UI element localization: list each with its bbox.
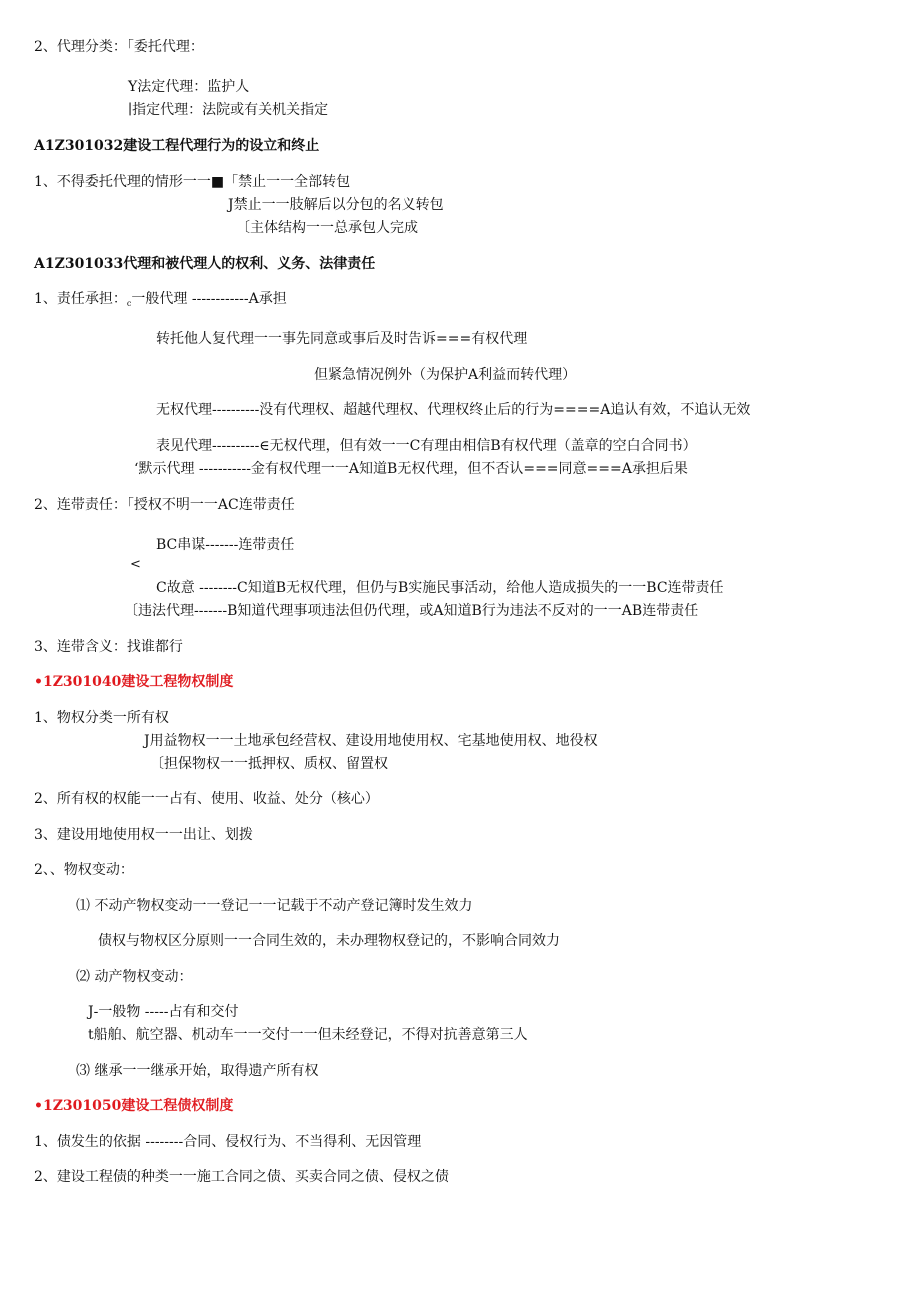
c-intent-line: C故意 --------C知道B无权代理，但仍与B实施民事活动，给他人造成损失的一一BC连带责任 — [156, 580, 724, 596]
emergency-exception-line: 但紧急情况例外（为保护A利益而转代理） — [314, 367, 577, 383]
bc-collusion-line: BC串谋-------连带责任 — [156, 537, 295, 553]
section-heading-1z301033: A1Z301033代理和被代理人的权利、义务、法律责任 — [34, 256, 376, 272]
brace-mark: < — [130, 557, 141, 572]
section-heading-1z301040: •1Z301040建设工程物权制度 — [34, 674, 234, 690]
joint-liability-line: 2、连带责任：「授权不明一一AC连带责任 — [34, 497, 295, 513]
implied-agency-line: ‘默示代理 -----------金有权代理一一A知道B无权代理，但不否认===同意===A承担后果 — [134, 461, 688, 477]
general-agency-text: 一般代理 ------------A承担 — [131, 291, 287, 307]
agency-classification-line: 2、代理分类：「委托代理： — [34, 39, 204, 55]
vehicles-line: t船舶、航空器、机动车一一交付一一但未经登记，不得对抗善意第三人 — [88, 1027, 528, 1043]
usufruct-line: J用益物权一一土地承包经营权、建设用地使用权、宅基地使用权、地役权 — [144, 733, 598, 749]
inheritance-line: ⑶ 继承一一继承开始，取得遗产所有权 — [76, 1063, 319, 1079]
debt-types-line: 2、建设工程债的种类一一施工合同之债、买卖合同之债、侵权之债 — [34, 1169, 449, 1185]
property-change-line: 2、、物权变动： — [34, 862, 134, 878]
ownership-powers-line: 2、所有权的权能一一占有、使用、收益、处分（核心） — [34, 791, 379, 807]
statutory-agency-line: Y法定代理：监护人 — [128, 79, 250, 95]
property-classification-line: 1、物权分类一所有权 — [34, 710, 169, 726]
apparent-agency-line: 表见代理----------∈无权代理，但有效一一C有理由相信B有权代理（盖章的空白合同书） — [156, 438, 697, 454]
security-interest-line: 〔担保物权一一抵押权、质权、留置权 — [150, 756, 388, 772]
sub-agency-line: 转托他人复代理一一事先同意或事后及时告诉===有权代理 — [156, 331, 528, 347]
main-structure-line: 〔主体结构一一总承包人完成 — [236, 220, 418, 236]
movable-property-change-line: ⑵ 动产物权变动： — [76, 969, 193, 985]
designated-agency-line: ∣指定代理：法院或有关机关指定 — [128, 102, 329, 118]
liability-line — [34, 290, 287, 313]
joint-meaning-line: 3、连带含义：找谁都行 — [34, 639, 183, 655]
debt-basis-line: 1、债发生的依据 --------合同、侵权行为、不当得利、无因管理 — [34, 1134, 422, 1150]
liability-label: 1、责任承担： — [34, 291, 127, 307]
section-heading-1z301050: •1Z301050建设工程债权制度 — [34, 1098, 234, 1114]
no-split-subcontract-line: J禁止一一肢解后以分包的名义转包 — [228, 197, 444, 213]
no-entrust-line: 1、不得委托代理的情形一一■「禁止一一全部转包 — [34, 174, 351, 190]
unauthorized-agency-line: 无权代理----------没有代理权、超越代理权、代理权终止后的行为====A追认有效，不追认无效 — [156, 402, 751, 418]
distinction-principle-line: 债权与物权区分原则一一合同生效的，未办理物权登记的，不影响合同效力 — [98, 933, 560, 949]
liability-brace-mark: c — [126, 299, 132, 308]
section-heading-1z301032: A1Z301032建设工程代理行为的设立和终止 — [34, 138, 320, 154]
real-property-change-line: ⑴ 不动产物权变动一一登记一一记载于不动产登记簿时发生效力 — [76, 898, 473, 914]
general-goods-line: J-一般物 -----占有和交付 — [88, 1004, 239, 1020]
land-use-right-line: 3、建设用地使用权一一出让、划拨 — [34, 827, 253, 843]
illegal-agency-line: 〔违法代理-------B知道代理事项违法但仍代理，或A知道B行为违法不反对的一一AB连带责任 — [124, 603, 699, 619]
